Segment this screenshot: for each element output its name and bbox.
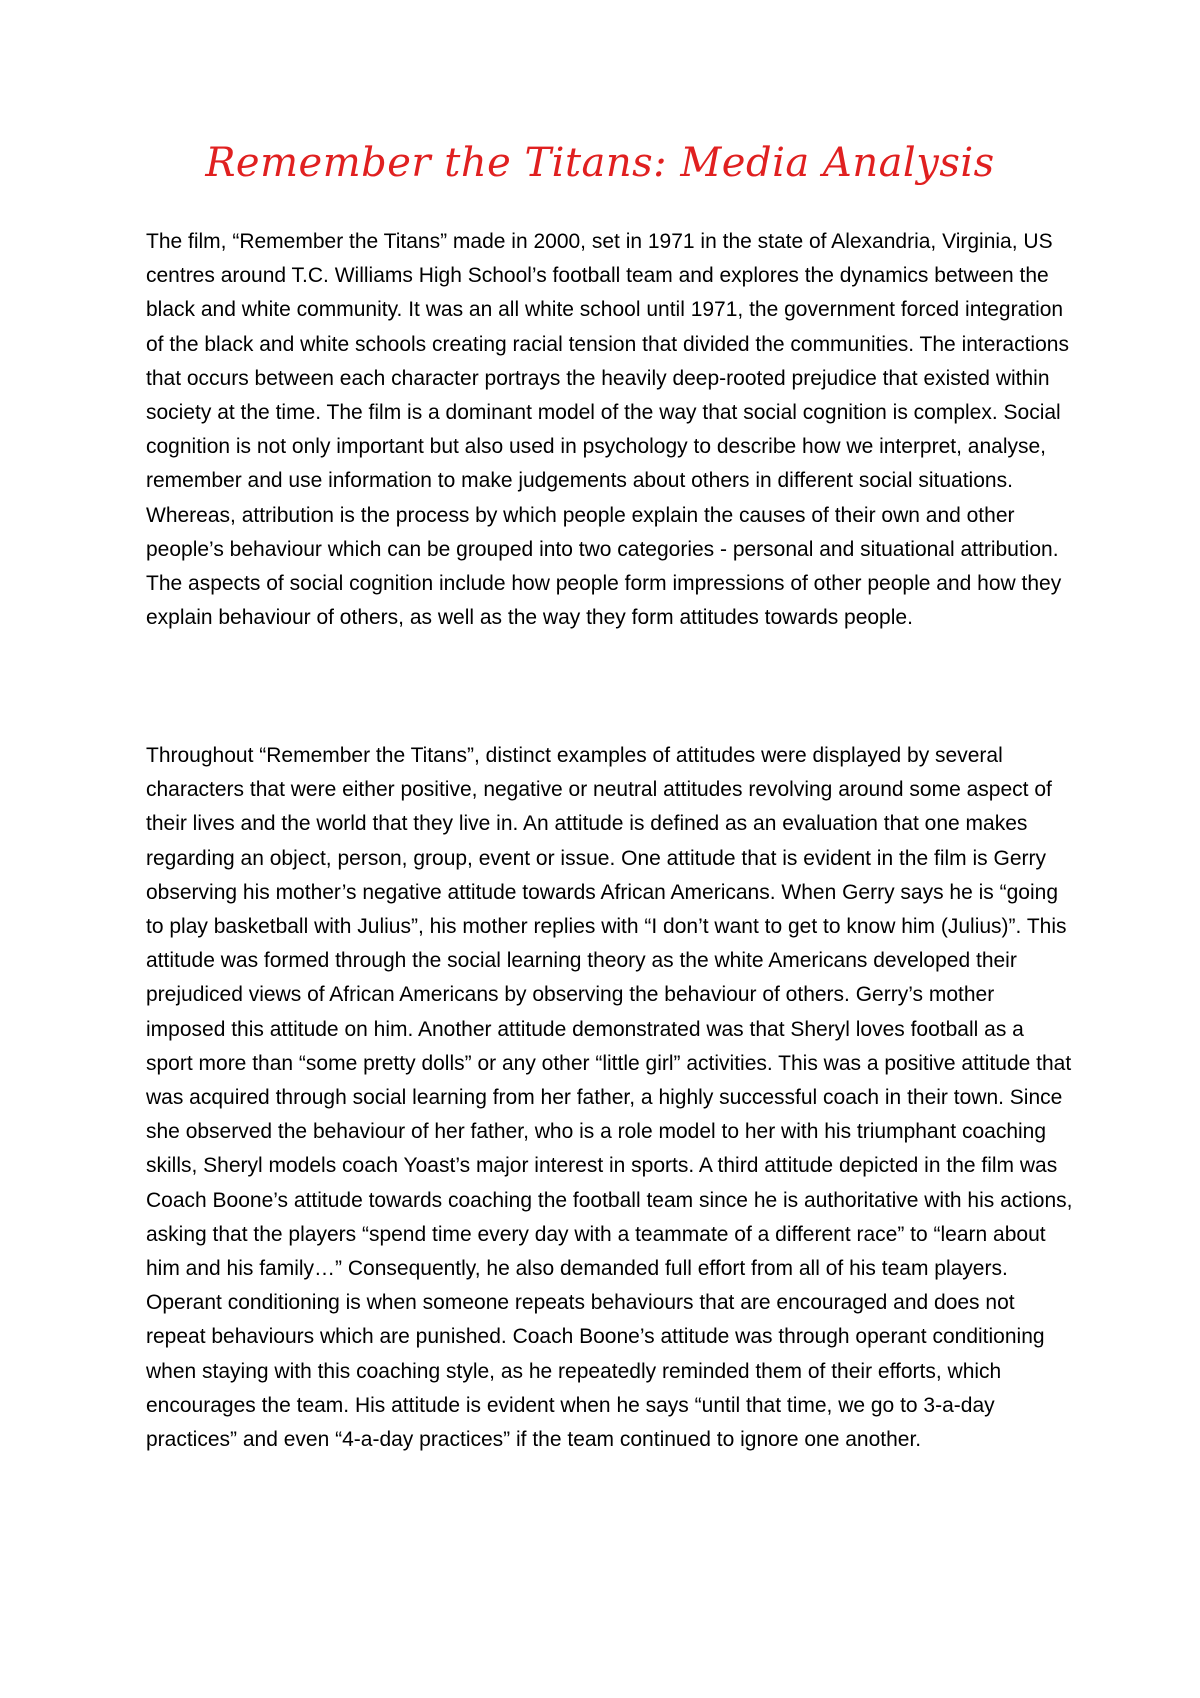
document-title: Remember the Titans: Media Analysis xyxy=(205,140,995,186)
paragraph-introduction: The film, “Remember the Titans” made in 2000, set in 1971 in the state of Alexandria, Virginia, US centres around T.C. Williams High School’s football team and explores the dynamics between the black and white community. It was an all white school until 1971, the government forced integration of the black and white schools creating racial tension that divided the communities. The interactions that occurs between each character portrays the heavily deep-rooted prejudice that existed within society at the time. The film is a dominant model of the way that social cognition is complex. Social cognition is not only important but also used in psychology to describe how we interpret, analyse, remember and use information to make judgements about others in different social situations. Whereas, attribution is the process by which people explain the causes of their own and other people’s behaviour which can be grouped into two categories - personal and situational attribution. The aspects of social cognition include how people form impressions of other people and how they explain behaviour of others, as well as the way they form attitudes towards people. xyxy=(146,230,1069,630)
paragraph-attitudes: Throughout “Remember the Titans”, distinct examples of attitudes were displayed by several characters that were either positive, negative or neutral attitudes revolving around some aspect of their lives and the world that they live in. An attitude is defined as an evaluation that one makes regarding an object, person, group, event or issue. One attitude that is evident in the film is Gerry observing his mother’s negative attitude towards African Americans. When Gerry says he is “going to play basketball with Julius”, his mother replies with “I don’t want to get to know him (Julius)”. This attitude was formed through the social learning theory as the white Americans developed their prejudiced views of African Americans by observing the behaviour of others. Gerry’s mother imposed this attitude on him. Another attitude demonstrated was that Sheryl loves football as a sport more than “some pretty dolls” or any other “little girl” activities. This was a positive attitude that was acquired through social learning from her father, a highly successful coach in their town. Since she observed the behaviour of her father, who is a role model to her with his triumphant coaching skills, Sheryl models coach Yoast’s major interest in sports. A third attitude depicted in the film was Coach Boone’s attitude towards coaching the football team since he is authoritative with his actions, asking that the players “spend time every day with a teammate of a different race” to “learn about him and his family…” Consequently, he also demanded full effort from all of his team players. Operant conditioning is when someone repeats behaviours that are encouraged and does not repeat behaviours which are punished. Coach Boone’s attitude was through operant conditioning when staying with this coaching style, as he repeatedly reminded them of their efforts, which encourages the team. His attitude is evident when he says “until that time, we go to 3-a-day practices” and even “4-a-day practices” if the team continued to ignore one another. xyxy=(146,744,1073,1452)
